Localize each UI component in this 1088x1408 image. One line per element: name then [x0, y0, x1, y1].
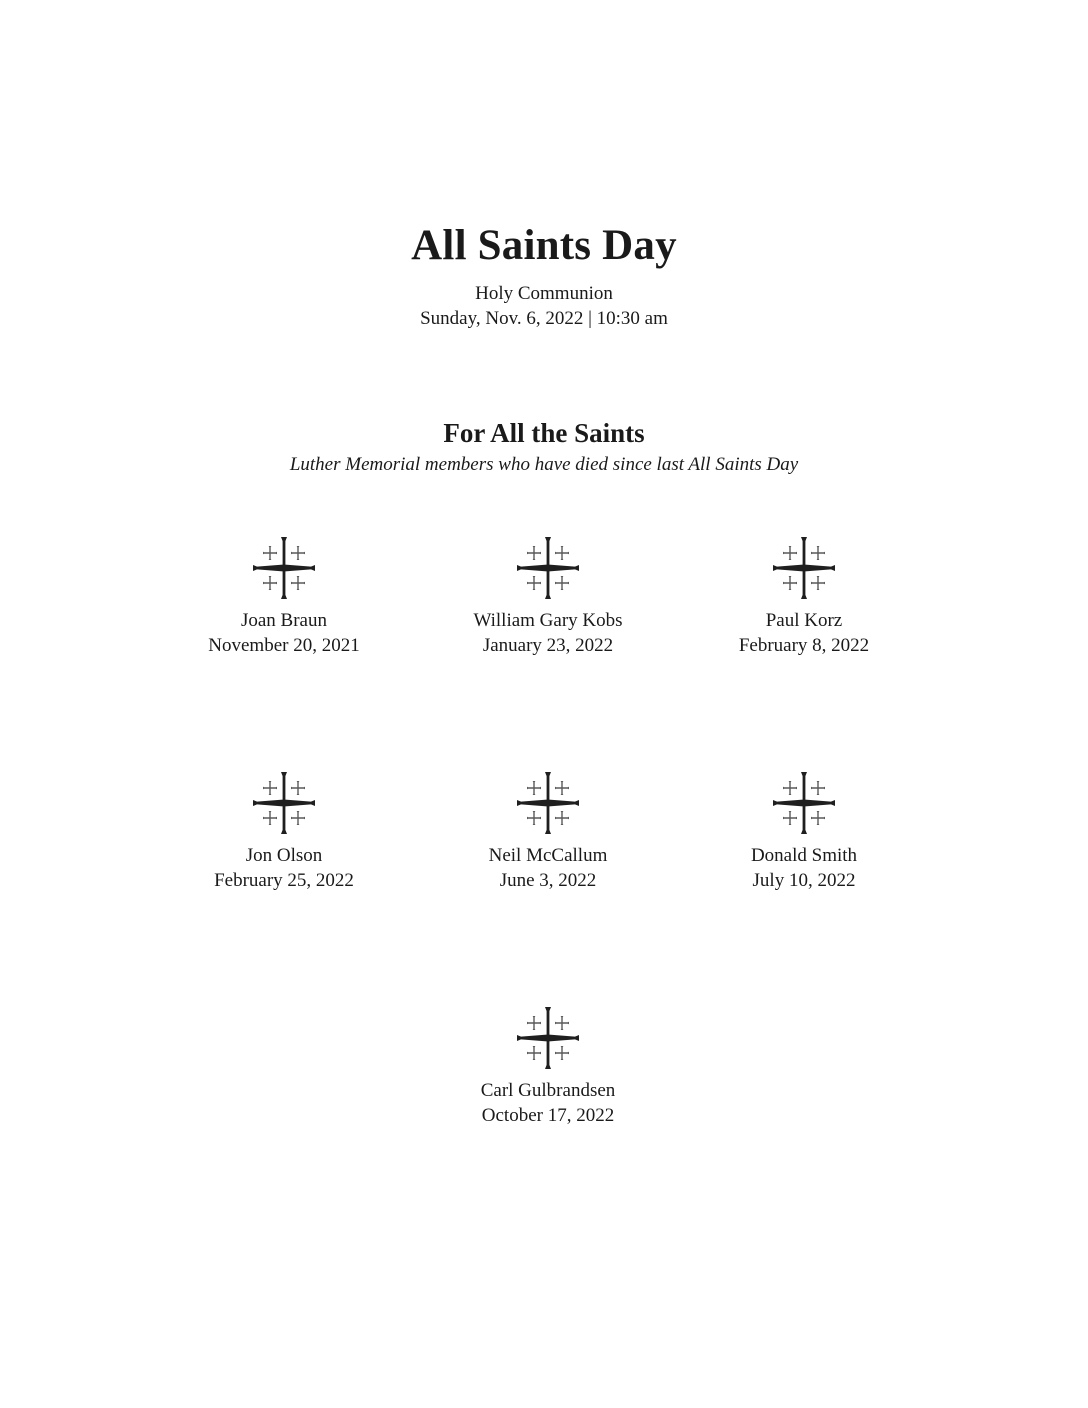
saint-entry — [418, 535, 678, 658]
saint-entry — [674, 535, 934, 658]
saint-name: William Gary Kobs — [473, 610, 623, 631]
jerusalem-cross-icon — [771, 535, 837, 601]
saint-date: June 3, 2022 — [499, 870, 597, 891]
saint-date: January 23, 2022 — [482, 635, 614, 656]
jerusalem-cross-icon — [251, 535, 317, 601]
saint-name: Carl Gulbrandsen — [480, 1080, 616, 1101]
saint-name: Neil McCallum — [488, 845, 608, 866]
jerusalem-cross-icon — [515, 770, 581, 836]
saint-date: February 8, 2022 — [738, 635, 870, 656]
jerusalem-cross-icon — [515, 1005, 581, 1071]
bulletin-header — [0, 222, 1088, 331]
page-title: All Saints Day — [411, 222, 677, 269]
section-title: For All the Saints — [443, 418, 645, 448]
saint-entry — [154, 535, 414, 658]
saint-name: Donald Smith — [750, 845, 858, 866]
jerusalem-cross-icon — [771, 770, 837, 836]
saint-date: July 10, 2022 — [752, 870, 856, 891]
jerusalem-cross-icon — [251, 770, 317, 836]
saint-name: Paul Korz — [765, 610, 843, 631]
saint-entry — [674, 770, 934, 893]
saint-entry — [154, 770, 414, 893]
saint-date: October 17, 2022 — [481, 1105, 615, 1126]
service-name: Holy Communion — [475, 283, 613, 304]
saint-date: February 25, 2022 — [214, 870, 354, 891]
section-header — [0, 417, 1088, 477]
saint-name: Jon Olson — [245, 845, 323, 866]
section-subtitle: Luther Memorial members who have died since last All Saints Day — [289, 454, 799, 475]
saint-date: November 20, 2021 — [208, 635, 360, 656]
saint-entry — [418, 1005, 678, 1128]
saint-name: Joan Braun — [240, 610, 327, 631]
saint-entry — [418, 770, 678, 893]
service-datetime: Sunday, Nov. 6, 2022 | 10:30 am — [420, 308, 668, 329]
jerusalem-cross-icon — [515, 535, 581, 601]
